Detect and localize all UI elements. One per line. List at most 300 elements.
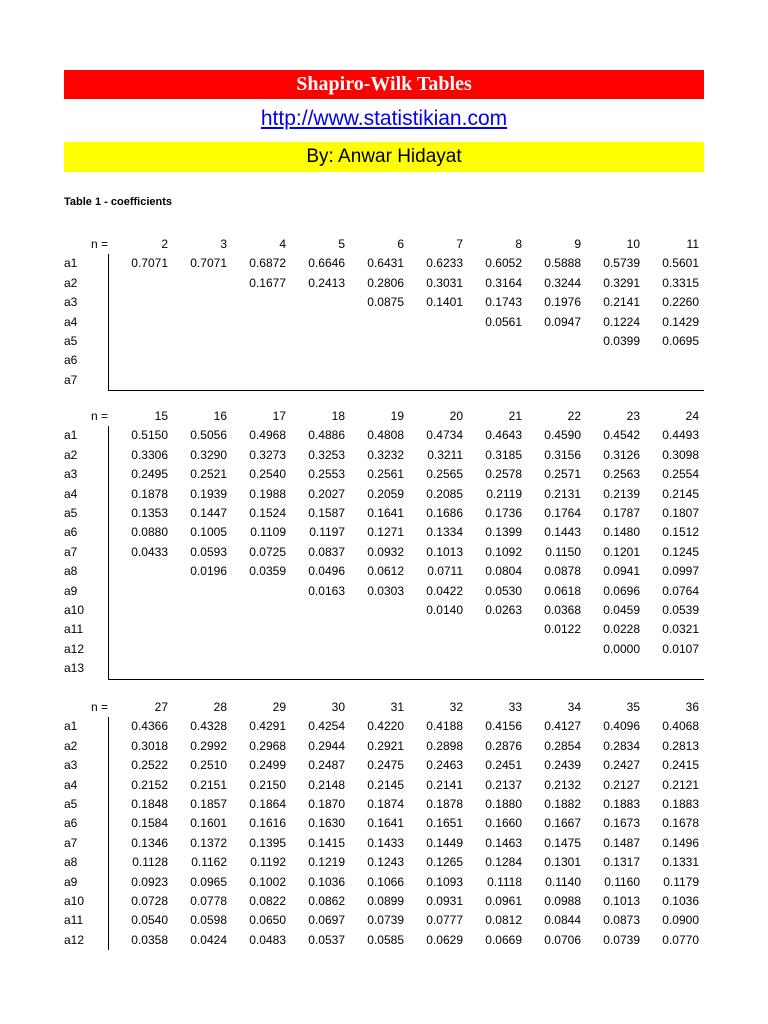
coefficient-cell: 0.2150 xyxy=(249,777,286,792)
coefficient-cell: 0.1150 xyxy=(545,544,581,559)
n-value: 6 xyxy=(397,237,404,251)
coefficient-cell: 0.3031 xyxy=(426,275,463,290)
coefficient-cell: 0.0669 xyxy=(485,932,522,947)
coefficient-cell: 0.1660 xyxy=(485,816,522,831)
table-row xyxy=(64,274,704,293)
coefficient-cell: 0.2132 xyxy=(544,777,581,792)
coefficient-cell: 0.1601 xyxy=(190,816,227,831)
coefficient-cell: 0.1447 xyxy=(190,505,227,520)
coefficient-cell: 0.1013 xyxy=(603,893,640,908)
coefficient-cell: 0.6431 xyxy=(367,256,404,271)
coefficient-cell: 0.3211 xyxy=(427,447,463,462)
n-header-row xyxy=(64,698,704,717)
coefficient-cell: 0.2522 xyxy=(131,758,168,773)
coefficient-cell: 0.0496 xyxy=(308,564,345,579)
row-label: a4 xyxy=(64,314,78,329)
coefficient-cell: 0.2806 xyxy=(367,275,404,290)
coefficient-cell: 0.1651 xyxy=(426,816,463,831)
table-row xyxy=(64,834,704,853)
coefficient-cell: 0.2145 xyxy=(662,486,699,501)
coefficient-cell: 0.1317 xyxy=(603,855,640,870)
coefficient-cell: 0.0778 xyxy=(190,893,227,908)
n-value: 5 xyxy=(338,237,345,251)
coefficient-cell: 0.0433 xyxy=(131,544,168,559)
coefficient-cell: 0.4127 xyxy=(544,719,581,734)
coefficient-cell: 0.1224 xyxy=(603,314,640,329)
coefficient-cell: 0.4968 xyxy=(249,428,286,443)
coefficient-cell: 0.1201 xyxy=(603,544,640,559)
coefficient-cell: 0.0777 xyxy=(426,913,463,928)
coefficient-cell: 0.4188 xyxy=(426,719,463,734)
coefficient-cell: 0.0483 xyxy=(249,932,286,947)
coefficient-cell: 0.1433 xyxy=(367,835,404,850)
row-label: a7 xyxy=(64,544,78,559)
coefficient-cell: 0.2499 xyxy=(249,758,286,773)
coefficient-cell: 0.0988 xyxy=(544,893,581,908)
coefficient-cell: 0.3126 xyxy=(603,447,640,462)
coefficient-cell: 0.1219 xyxy=(308,855,345,870)
coefficient-cell: 0.1128 xyxy=(132,855,168,870)
coefficient-cell: 0.1667 xyxy=(544,816,581,831)
n-value: 27 xyxy=(154,700,168,714)
coefficient-cell: 0.4156 xyxy=(485,719,522,734)
n-header-row xyxy=(64,235,704,254)
coefficient-cell: 0.2475 xyxy=(367,758,404,773)
n-value: 24 xyxy=(685,409,699,423)
table-row xyxy=(64,582,704,601)
coefficient-cell: 0.2854 xyxy=(544,738,581,753)
coefficient-cell: 0.2260 xyxy=(662,295,699,310)
coefficient-cell: 0.0697 xyxy=(308,913,345,928)
coefficient-cell: 0.0941 xyxy=(603,564,640,579)
coefficient-cell: 0.2463 xyxy=(426,758,463,773)
coefficient-cell: 0.1346 xyxy=(131,835,168,850)
coefficient-cell: 0.0739 xyxy=(603,932,640,947)
coefficient-cell: 0.2944 xyxy=(308,738,345,753)
coefficient-cell: 0.1880 xyxy=(485,796,522,811)
coefficient-cell: 0.1036 xyxy=(308,874,345,889)
table-row xyxy=(64,620,704,639)
coefficient-cell: 0.1878 xyxy=(131,486,168,501)
coefficient-cell: 0.2510 xyxy=(190,758,227,773)
coefficient-cell: 0.1883 xyxy=(662,796,699,811)
coefficient-cell: 0.3315 xyxy=(662,275,699,290)
coefficient-cell: 0.2876 xyxy=(485,738,522,753)
table-row xyxy=(64,892,704,911)
table-row xyxy=(64,814,704,833)
row-label: a4 xyxy=(64,486,78,501)
coefficient-cell: 0.7071 xyxy=(190,256,227,271)
n-value: 30 xyxy=(331,700,345,714)
table-row xyxy=(64,853,704,872)
coefficient-cell: 0.3306 xyxy=(131,447,168,462)
coefficient-cell: 0.0368 xyxy=(544,602,581,617)
row-label: a1 xyxy=(64,428,78,443)
coefficient-cell: 0.1883 xyxy=(603,796,640,811)
coefficient-cell: 0.0140 xyxy=(426,602,463,617)
coefficient-cell: 0.5739 xyxy=(603,256,640,271)
coefficient-cell: 0.2563 xyxy=(603,467,640,482)
row-label: a3 xyxy=(64,295,78,310)
table-row xyxy=(64,426,704,445)
coefficient-table-block-1 xyxy=(64,235,704,390)
coefficient-cell: 0.4590 xyxy=(544,428,581,443)
author-byline: By: Anwar Hidayat xyxy=(306,146,462,167)
coefficient-cell: 0.5888 xyxy=(544,256,581,271)
coefficient-cell: 0.1271 xyxy=(367,525,404,540)
coefficient-cell: 0.1487 xyxy=(603,835,640,850)
coefficient-cell: 0.0228 xyxy=(603,622,640,637)
coefficient-cell: 0.2085 xyxy=(426,486,463,501)
n-value: 35 xyxy=(626,700,640,714)
coefficient-cell: 0.1005 xyxy=(190,525,227,540)
row-label: a5 xyxy=(64,796,78,811)
coefficient-cell: 0.1002 xyxy=(249,874,286,889)
coefficient-cell: 0.1496 xyxy=(662,835,699,850)
coefficient-cell: 0.0358 xyxy=(131,932,168,947)
coefficient-cell: 0.0873 xyxy=(603,913,640,928)
coefficient-cell: 0.1512 xyxy=(662,525,699,540)
row-label: a7 xyxy=(64,835,78,850)
coefficient-cell: 0.6872 xyxy=(249,256,286,271)
table-row xyxy=(64,446,704,465)
row-label: a7 xyxy=(64,372,78,387)
row-label: a8 xyxy=(64,855,78,870)
coefficient-cell: 0.2151 xyxy=(190,777,227,792)
n-value: 34 xyxy=(567,700,581,714)
coefficient-cell: 0.0961 xyxy=(485,893,522,908)
website-link[interactable]: http://www.statistikian.com xyxy=(260,107,508,130)
coefficient-cell: 0.0196 xyxy=(190,564,227,579)
coefficient-cell: 0.0862 xyxy=(308,893,345,908)
n-value: 19 xyxy=(390,409,404,423)
coefficient-cell: 0.0612 xyxy=(367,564,404,579)
row-label: a1 xyxy=(64,256,78,271)
coefficient-cell: 0.1677 xyxy=(249,275,286,290)
coefficient-cell: 0.0163 xyxy=(308,583,345,598)
coefficient-cell: 0.4493 xyxy=(662,428,699,443)
row-label: a11 xyxy=(64,622,84,637)
coefficient-cell: 0.2027 xyxy=(308,486,345,501)
row-label: a3 xyxy=(64,467,78,482)
coefficient-cell: 0.2148 xyxy=(308,777,345,792)
n-value: 9 xyxy=(574,237,581,251)
row-label: a9 xyxy=(64,583,78,598)
coefficient-cell: 0.4291 xyxy=(249,719,286,734)
coefficient-cell: 0.1265 xyxy=(426,855,463,870)
row-label: a9 xyxy=(64,874,78,889)
n-value: 2 xyxy=(161,237,168,251)
table-row xyxy=(64,293,704,312)
row-label: a6 xyxy=(64,525,78,540)
coefficient-cell: 0.1334 xyxy=(426,525,463,540)
coefficient-cell: 0.1245 xyxy=(662,544,699,559)
coefficient-cell: 0.1641 xyxy=(367,816,404,831)
coefficient-cell: 0.3291 xyxy=(603,275,640,290)
coefficient-cell: 0.1678 xyxy=(662,816,699,831)
row-label: a13 xyxy=(64,661,85,676)
coefficient-cell: 0.1162 xyxy=(191,855,227,870)
coefficient-cell: 0.0931 xyxy=(426,893,463,908)
coefficient-cell: 0.0822 xyxy=(249,893,286,908)
coefficient-cell: 0.0947 xyxy=(544,314,581,329)
row-label: a5 xyxy=(64,333,78,348)
row-label: a2 xyxy=(64,275,78,290)
table-row xyxy=(64,465,704,484)
coefficient-cell: 0.0321 xyxy=(662,622,699,637)
coefficient-cell: 0.5150 xyxy=(131,428,168,443)
coefficient-cell: 0.0878 xyxy=(544,564,581,579)
title-banner xyxy=(64,70,704,99)
table-row xyxy=(64,485,704,504)
coefficient-cell: 0.2495 xyxy=(131,467,168,482)
n-value: 7 xyxy=(456,237,463,251)
coefficient-cell: 0.0107 xyxy=(662,641,699,656)
coefficient-cell: 0.1743 xyxy=(485,295,522,310)
byline-banner xyxy=(64,142,704,172)
coefficient-cell: 0.3018 xyxy=(131,738,168,753)
coefficient-cell: 0.1118 xyxy=(487,874,522,889)
coefficient-cell: 0.0359 xyxy=(249,564,286,579)
table-row xyxy=(64,543,704,562)
coefficient-cell: 0.2141 xyxy=(426,777,463,792)
coefficient-cell: 0.0399 xyxy=(603,333,640,348)
coefficient-cell: 0.0561 xyxy=(485,314,522,329)
coefficient-cell: 0.0537 xyxy=(308,932,345,947)
coefficient-cell: 0.0764 xyxy=(662,583,699,598)
coefficient-cell: 0.2121 xyxy=(662,777,699,792)
coefficient-cell: 0.1857 xyxy=(190,796,227,811)
coefficient-cell: 0.1066 xyxy=(367,874,404,889)
coefficient-cell: 0.1616 xyxy=(249,816,286,831)
table-row xyxy=(64,659,704,678)
coefficient-cell: 0.1197 xyxy=(309,525,345,540)
n-value: 31 xyxy=(390,700,404,714)
coefficient-cell: 0.1192 xyxy=(250,855,286,870)
coefficient-cell: 0.1092 xyxy=(485,544,522,559)
table-row xyxy=(64,640,704,659)
coefficient-cell: 0.1641 xyxy=(367,505,404,520)
coefficient-cell: 0.0696 xyxy=(603,583,640,598)
n-value: 21 xyxy=(508,409,522,423)
coefficient-cell: 0.1449 xyxy=(426,835,463,850)
coefficient-cell: 0.2413 xyxy=(308,275,345,290)
table-row xyxy=(64,873,704,892)
n-label: n = xyxy=(90,700,108,714)
coefficient-cell: 0.2921 xyxy=(367,738,404,753)
n-value: 29 xyxy=(272,700,286,714)
table-row xyxy=(64,313,704,332)
coefficient-cell: 0.4542 xyxy=(603,428,640,443)
n-value: 16 xyxy=(213,409,227,423)
coefficient-cell: 0.1673 xyxy=(603,816,640,831)
coefficient-cell: 0.0540 xyxy=(131,913,168,928)
coefficient-cell: 0.2553 xyxy=(308,467,345,482)
coefficient-cell: 0.2451 xyxy=(485,758,522,773)
coefficient-cell: 0.1475 xyxy=(544,835,581,850)
coefficient-cell: 0.4734 xyxy=(426,428,463,443)
coefficient-cell: 0.2540 xyxy=(249,467,286,482)
coefficient-cell: 0.1686 xyxy=(426,505,463,520)
coefficient-cell: 0.1399 xyxy=(485,525,522,540)
coefficient-cell: 0.2152 xyxy=(131,777,168,792)
coefficient-cell: 0.2968 xyxy=(249,738,286,753)
coefficient-cell: 0.1874 xyxy=(367,796,404,811)
coefficient-cell: 0.1284 xyxy=(485,855,522,870)
n-value: 32 xyxy=(449,700,463,714)
coefficient-cell: 0.1584 xyxy=(131,816,168,831)
n-value: 28 xyxy=(213,700,227,714)
coefficient-cell: 0.6646 xyxy=(308,256,345,271)
coefficient-cell: 0.4643 xyxy=(485,428,522,443)
coefficient-cell: 0.0875 xyxy=(367,295,404,310)
coefficient-cell: 0.0530 xyxy=(485,583,522,598)
coefficient-cell: 0.0837 xyxy=(308,544,345,559)
coefficient-cell: 0.5601 xyxy=(662,256,699,271)
coefficient-cell: 0.2131 xyxy=(544,486,581,501)
n-value: 11 xyxy=(686,237,699,251)
table-row xyxy=(64,371,704,390)
coefficient-cell: 0.4220 xyxy=(367,719,404,734)
coefficient-cell: 0.1524 xyxy=(249,505,286,520)
coefficient-cell: 0.2813 xyxy=(662,738,699,753)
coefficient-cell: 0.1848 xyxy=(131,796,168,811)
table-row xyxy=(64,737,704,756)
coefficient-cell: 0.0593 xyxy=(190,544,227,559)
coefficient-cell: 0.1976 xyxy=(544,295,581,310)
coefficient-cell: 0.4096 xyxy=(603,719,640,734)
coefficient-cell: 0.0899 xyxy=(367,893,404,908)
coefficient-cell: 0.1736 xyxy=(485,505,522,520)
coefficient-cell: 0.0997 xyxy=(662,564,699,579)
coefficient-cell: 0.1036 xyxy=(662,893,699,908)
table-row xyxy=(64,776,704,795)
coefficient-cell: 0.1807 xyxy=(662,505,699,520)
coefficient-cell: 0.1429 xyxy=(662,314,699,329)
coefficient-cell: 0.2439 xyxy=(544,758,581,773)
row-label: a12 xyxy=(64,641,85,656)
coefficient-cell: 0.1415 xyxy=(308,835,345,850)
coefficient-cell: 0.2898 xyxy=(426,738,463,753)
coefficient-cell: 0.1395 xyxy=(249,835,286,850)
coefficient-cell: 0.1630 xyxy=(308,816,345,831)
coefficient-table-block-3 xyxy=(64,698,704,950)
coefficient-cell: 0.2565 xyxy=(426,467,463,482)
coefficient-cell: 0.0585 xyxy=(367,932,404,947)
table-row xyxy=(64,254,704,273)
table-row xyxy=(64,562,704,581)
coefficient-cell: 0.2119 xyxy=(486,486,522,501)
coefficient-cell: 0.2834 xyxy=(603,738,640,753)
n-value: 23 xyxy=(626,409,640,423)
n-value: 8 xyxy=(515,237,522,251)
n-label: n = xyxy=(90,409,108,423)
coefficient-cell: 0.0965 xyxy=(190,874,227,889)
n-value: 4 xyxy=(279,237,286,251)
coefficient-cell: 0.3232 xyxy=(367,447,404,462)
table-row xyxy=(64,911,704,930)
coefficient-cell: 0.1870 xyxy=(308,796,345,811)
coefficient-cell: 0.0932 xyxy=(367,544,404,559)
row-label: a12 xyxy=(64,932,85,947)
coefficient-cell: 0.3273 xyxy=(249,447,286,462)
coefficient-cell: 0.6052 xyxy=(485,256,522,271)
row-label: a10 xyxy=(64,893,85,908)
coefficient-cell: 0.2415 xyxy=(662,758,699,773)
coefficient-cell: 0.3253 xyxy=(308,447,345,462)
table-row xyxy=(64,504,704,523)
coefficient-cell: 0.0804 xyxy=(485,564,522,579)
n-value: 20 xyxy=(449,409,463,423)
coefficient-cell: 0.1331 xyxy=(662,855,699,870)
coefficient-cell: 0.1764 xyxy=(544,505,581,520)
coefficient-cell: 0.1093 xyxy=(426,874,463,889)
coefficient-cell: 0.0263 xyxy=(485,602,522,617)
coefficient-cell: 0.3185 xyxy=(485,447,522,462)
n-value: 3 xyxy=(220,237,227,251)
row-label: a10 xyxy=(64,602,85,617)
table-row xyxy=(64,795,704,814)
coefficient-cell: 0.0539 xyxy=(662,602,699,617)
coefficient-table-block-2 xyxy=(64,407,704,678)
coefficient-cell: 0.1401 xyxy=(426,295,463,310)
coefficient-cell: 0.0629 xyxy=(426,932,463,947)
coefficient-cell: 0.0739 xyxy=(367,913,404,928)
n-value: 18 xyxy=(331,409,345,423)
coefficient-cell: 0.1243 xyxy=(367,855,404,870)
n-value: 10 xyxy=(626,237,640,251)
coefficient-cell: 0.1882 xyxy=(544,796,581,811)
row-label: a8 xyxy=(64,564,78,579)
coefficient-cell: 0.1587 xyxy=(308,505,345,520)
coefficient-cell: 0.3244 xyxy=(544,275,581,290)
coefficient-cell: 0.4886 xyxy=(308,428,345,443)
coefficient-cell: 0.0711 xyxy=(427,564,463,579)
coefficient-cell: 0.1480 xyxy=(603,525,640,540)
coefficient-cell: 0.4366 xyxy=(131,719,168,734)
coefficient-cell: 0.2578 xyxy=(485,467,522,482)
table-row xyxy=(64,756,704,775)
coefficient-cell: 0.1160 xyxy=(604,874,640,889)
coefficient-cell: 0.1179 xyxy=(663,874,699,889)
coefficient-cell: 0.3156 xyxy=(544,447,581,462)
coefficient-cell: 0.0650 xyxy=(249,913,286,928)
coefficient-cell: 0.0880 xyxy=(131,525,168,540)
coefficient-cell: 0.0706 xyxy=(544,932,581,947)
coefficient-cell: 0.1301 xyxy=(544,855,581,870)
coefficient-cell: 0.1939 xyxy=(190,486,227,501)
coefficient-cell: 0.0923 xyxy=(131,874,168,889)
coefficient-cell: 0.7071 xyxy=(131,256,168,271)
n-value: 33 xyxy=(508,700,522,714)
coefficient-cell: 0.0844 xyxy=(544,913,581,928)
coefficient-cell: 0.2487 xyxy=(308,758,345,773)
coefficient-cell: 0.2427 xyxy=(603,758,640,773)
coefficient-cell: 0.1443 xyxy=(544,525,581,540)
table-row xyxy=(64,601,704,620)
table-row xyxy=(64,931,704,950)
coefficient-cell: 0.0728 xyxy=(131,893,168,908)
coefficient-cell: 0.1140 xyxy=(545,874,581,889)
coefficient-cell: 0.1787 xyxy=(603,505,640,520)
coefficient-cell: 0.2059 xyxy=(367,486,404,501)
coefficient-cell: 0.0618 xyxy=(544,583,581,598)
coefficient-cell: 0.2127 xyxy=(603,777,640,792)
coefficient-cell: 0.3098 xyxy=(662,447,699,462)
coefficient-cell: 0.2561 xyxy=(367,467,404,482)
row-label: a2 xyxy=(64,447,78,462)
row-label: a2 xyxy=(64,738,78,753)
